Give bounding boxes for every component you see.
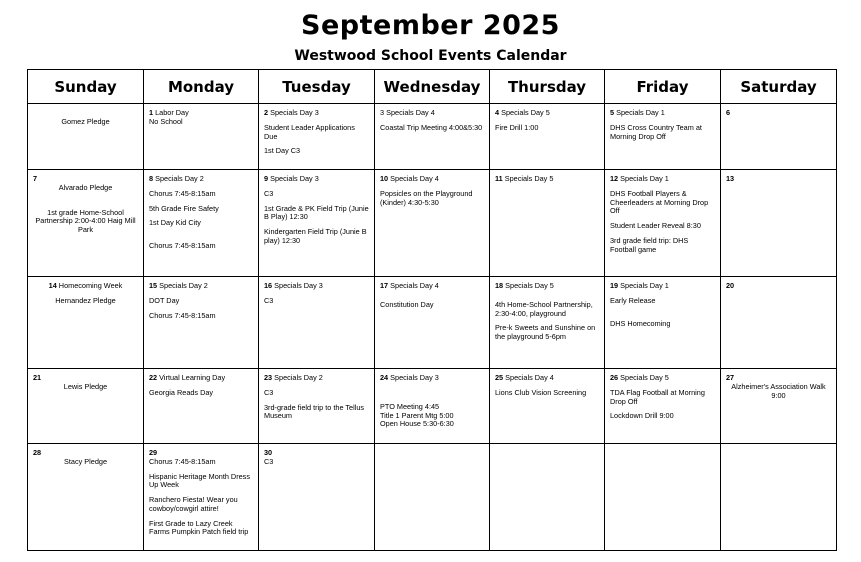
- date-number: 19: [610, 281, 619, 290]
- date-number: 22: [149, 373, 158, 382]
- day-cell: [144, 444, 259, 551]
- event-text: Coastal Trip Meeting 4:00&5:30: [380, 122, 483, 132]
- event-text: 1st Day Kid City: [149, 218, 201, 228]
- day-cell: [144, 170, 259, 277]
- day-cell: [721, 170, 837, 277]
- day-cell: [605, 104, 721, 170]
- date-number: 30: [264, 448, 273, 457]
- week-row: [28, 277, 837, 369]
- date-number: 26: [610, 373, 619, 382]
- date-number: 29: [149, 448, 158, 457]
- day-cell: [490, 277, 605, 369]
- day-cell: [144, 104, 259, 170]
- event-text: 1st Day C3: [264, 146, 301, 156]
- event-text: DHS Cross Country Team at Morning Drop Off: [610, 122, 702, 141]
- event-text: TDA Flag Football at Morning Drop Off: [610, 387, 705, 406]
- event-text: First Grade to Lazy Creek Farms Pumpkin Patch field trip: [149, 518, 249, 537]
- day-cell: [490, 170, 605, 277]
- weekday-header: Friday: [605, 70, 721, 104]
- day-cell: [259, 170, 375, 277]
- event-text: Specials Day 5: [501, 108, 550, 117]
- day-cell: [490, 369, 605, 444]
- day-cell: [28, 104, 144, 170]
- event-text: Labor Day: [155, 108, 189, 117]
- day-cell: [721, 277, 837, 369]
- day-cell: [144, 369, 259, 444]
- day-cell: [721, 369, 837, 444]
- week-row: [28, 369, 837, 444]
- event-text: Specials Day 3: [270, 174, 319, 183]
- event-text: Early Release: [610, 295, 656, 305]
- date-number: 8: [149, 174, 154, 183]
- day-cell: [259, 277, 375, 369]
- event-text: DHS Football Players & Cheerleaders at Morning Drop Off: [610, 188, 709, 216]
- date-number: 14: [48, 281, 57, 290]
- event-text: Constitution Day: [380, 299, 434, 309]
- date-number: 7: [33, 174, 38, 183]
- date-number: 17: [380, 281, 389, 290]
- event-text: Stacy Pledge: [64, 456, 107, 466]
- event-text: DHS Homecoming: [610, 318, 671, 328]
- event-text: DOT Day: [149, 295, 180, 305]
- weekday-header: Sunday: [28, 70, 144, 104]
- event-text: Homecoming Week: [58, 281, 123, 290]
- date-number: 5: [610, 108, 615, 117]
- day-cell: [721, 104, 837, 170]
- day-cell: [605, 444, 721, 551]
- event-text: 4th Home-School Partnership, 2:30-4:00, playground: [495, 299, 593, 318]
- event-text: Fire Drill 1:00: [495, 122, 539, 132]
- event-text: C3: [264, 295, 274, 305]
- event-text: Chorus 7:45-8:15am: [149, 456, 216, 466]
- event-text: Kindergarten Field Trip (Junie B play) 12:30: [264, 227, 367, 245]
- event-text: No School: [149, 116, 183, 126]
- calendar-subtitle: Westwood School Events Calendar: [294, 48, 567, 64]
- date-number: 21: [33, 373, 42, 382]
- event-text: Hernandez Pledge: [55, 295, 116, 305]
- week-row: [28, 170, 837, 277]
- date-number: 15: [149, 281, 158, 290]
- event-text: 3rd-grade field trip to the Tellus Museum: [264, 402, 365, 421]
- date-number: 4: [495, 108, 500, 117]
- date-number: 11: [495, 174, 503, 183]
- event-text: Pre-k Sweets and Sunshine on the playground 5-6pm: [495, 323, 596, 341]
- day-cell: [605, 277, 721, 369]
- week-row: [28, 104, 837, 170]
- date-number: 20: [726, 281, 735, 290]
- date-number: 12: [610, 174, 619, 183]
- calendar-title: September 2025: [301, 10, 560, 41]
- event-text: Title 1 Parent Mtg 5:00: [380, 410, 454, 420]
- weekday-header: Monday: [144, 70, 259, 104]
- day-cell: [28, 170, 144, 277]
- weekday-header: Thursday: [490, 70, 605, 104]
- event-text: Specials Day 1: [620, 281, 669, 290]
- event-text: Hispanic Heritage Month Dress Up Week: [149, 471, 250, 490]
- date-number: 28: [33, 448, 42, 457]
- date-number: 23: [264, 373, 273, 382]
- day-cell: [721, 444, 837, 551]
- event-text: 1st grade Home-School Partnership 2:00-4:00 Haig Mill Park: [35, 207, 136, 234]
- day-cell: [375, 170, 490, 277]
- event-text: Lions Club Vision Screening: [495, 387, 587, 397]
- event-text: Specials Day 1: [620, 174, 669, 183]
- date-number: 13: [726, 174, 735, 183]
- date-number: 9: [264, 174, 269, 183]
- event-text: Specials Day 4: [390, 281, 439, 290]
- event-text: Specials Day 4: [505, 373, 554, 382]
- day-cell: [605, 369, 721, 444]
- event-text: Specials Day 3: [274, 281, 323, 290]
- day-cell: [490, 104, 605, 170]
- date-number: 27: [726, 373, 735, 382]
- event-text: 3rd grade field trip: DHS Football game: [610, 235, 689, 254]
- day-cell: [28, 277, 144, 369]
- event-text: Popsicles on the Playground (Kinder) 4:30-5:30: [380, 188, 473, 207]
- event-text: Specials Day 3: [390, 373, 439, 382]
- date-number: 6: [726, 108, 731, 117]
- event-text: Specials Day 4: [386, 108, 435, 117]
- day-cell: [259, 104, 375, 170]
- week-row: [28, 444, 837, 551]
- calendar-grid: [27, 69, 837, 551]
- event-text: Specials Day 5: [504, 174, 554, 183]
- date-number: 1: [149, 108, 154, 117]
- date-number: 25: [495, 373, 504, 382]
- event-text: Specials Day 2: [155, 174, 204, 183]
- event-text: Chorus 7:45-8:15am: [149, 188, 216, 198]
- event-text: Specials Day 2: [274, 373, 323, 382]
- day-cell: [144, 277, 259, 369]
- day-cell: [259, 444, 375, 551]
- event-text: Lockdown Drill 9:00: [610, 411, 674, 421]
- weekday-header-row: [28, 70, 837, 104]
- event-text: Specials Day 3: [270, 108, 319, 117]
- date-number: 10: [380, 174, 389, 183]
- event-text: 5th Grade Fire Safety: [149, 203, 219, 213]
- event-text: Ranchero Fiesta! Wear you cowboy/cowgirl attire!: [149, 495, 238, 513]
- event-text: C3: [264, 188, 274, 198]
- weekday-header: Tuesday: [259, 70, 375, 104]
- event-text: Specials Day 5: [505, 281, 554, 290]
- event-text: Student Leader Reveal 8:30: [610, 221, 701, 230]
- day-cell: [259, 369, 375, 444]
- day-cell: [375, 104, 490, 170]
- date-number: 24: [380, 373, 389, 382]
- event-text: Open House 5:30-6:30: [380, 419, 454, 429]
- event-text: C3: [264, 456, 274, 466]
- day-cell: [375, 369, 490, 444]
- weekday-header: Wednesday: [375, 70, 490, 104]
- event-text: Virtual Learning Day: [159, 373, 226, 382]
- weekday-header: Saturday: [721, 70, 837, 104]
- date-number: 2: [264, 108, 269, 117]
- event-text: Alzheimer's Association Walk 9:00: [731, 381, 826, 400]
- day-cell: [605, 170, 721, 277]
- event-text: Specials Day 4: [390, 174, 439, 183]
- date-number: 18: [495, 281, 504, 290]
- event-text: Lewis Pledge: [63, 381, 108, 391]
- event-text: Specials Day 5: [620, 373, 669, 382]
- day-cell: [28, 369, 144, 444]
- day-cell: [375, 277, 490, 369]
- event-text: Specials Day 1: [616, 108, 665, 117]
- event-text: Student Leader Applications Due: [264, 122, 355, 141]
- date-number: 3: [380, 108, 385, 117]
- event-text: C3: [264, 387, 274, 397]
- day-cell: [490, 444, 605, 551]
- date-number: 16: [264, 281, 273, 290]
- event-text: Georgia Reads Day: [149, 387, 214, 397]
- day-cell: [28, 444, 144, 551]
- day-cell: [375, 444, 490, 551]
- event-text: Chorus 7:45-8:15am: [149, 241, 216, 250]
- event-text: Alvarado Pledge: [58, 182, 113, 192]
- event-text: Chorus 7:45-8:15am: [149, 310, 216, 320]
- event-text: Specials Day 2: [159, 281, 208, 290]
- event-text: Gomez Pledge: [61, 117, 110, 126]
- event-text: 1st Grade & PK Field Trip (Junie B Play) 12:30: [264, 203, 369, 222]
- event-text: PTO Meeting 4:45: [380, 401, 440, 411]
